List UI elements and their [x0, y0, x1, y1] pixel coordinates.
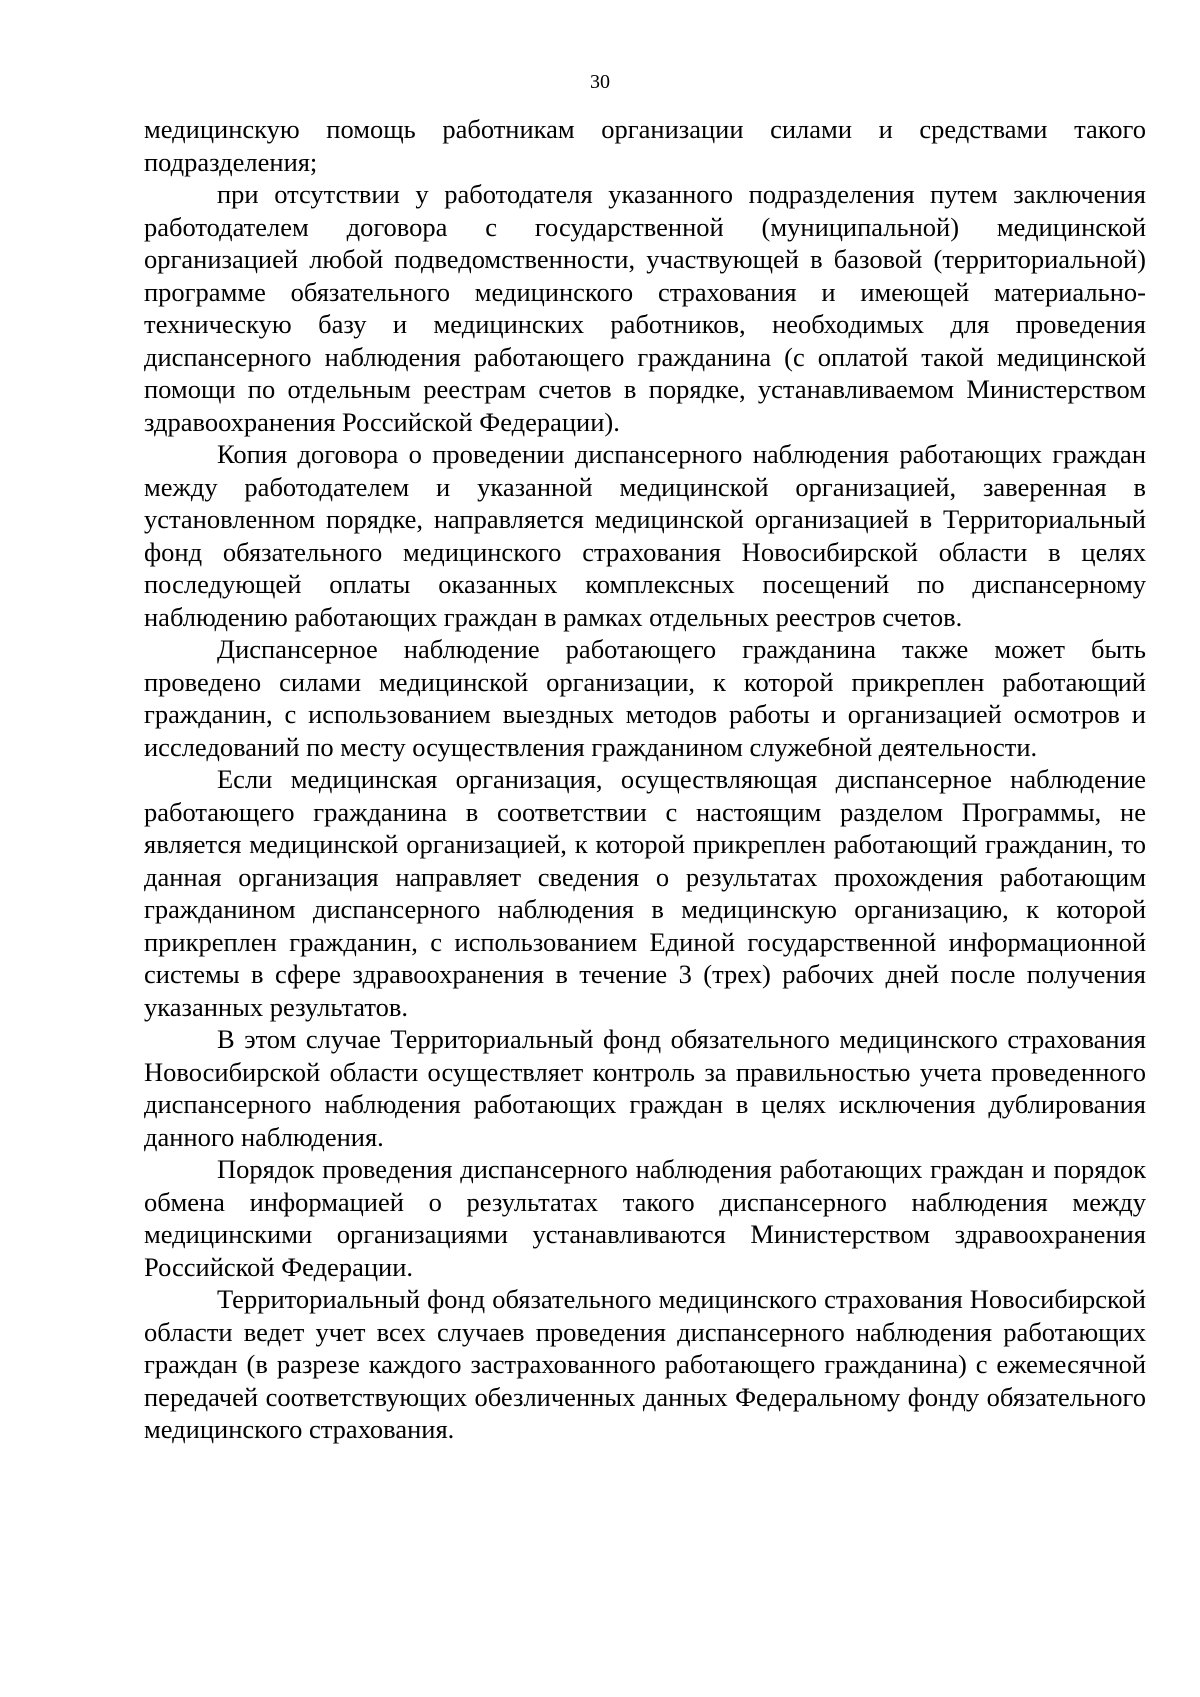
- paragraph-outreach-observation: Диспансерное наблюдение работающего гражданина также может быть проведено силами медицинской организации, к которой прикреплен работающий гражданин, с использованием выездных методов работы и организацией осмотров и исследований по месту осуществления гражданином служебной деятельности.: [144, 634, 1146, 762]
- page-number: 30: [590, 71, 610, 93]
- paragraph-contract-copy: Копия договора о проведении диспансерного наблюдения работающих граждан между работодателем и указанной медицинской организацией, заверенная в установленном порядке, направляется медицинской организацией в Территориальный фонд обязательного медицинского страхования Новосибирской области в целях последующей оплаты оказанных комплексных посещений по диспансерному наблюдению работающих граждан в рамках отдельных реестров счетов.: [144, 439, 1146, 632]
- paragraph-fund-accounting: Территориальный фонд обязательного медицинского страхования Новосибирской области ведет учет всех случаев проведения диспансерного наблюдения работающих граждан (в разрезе каждого застрахованного работающего гражданина) с ежемесячной передачей соответствующих обезличенных данных Федеральному фонду обязательного медицинского страхования.: [144, 1284, 1146, 1444]
- document-body: [144, 113, 1146, 1446]
- paragraph-employer-contract: при отсутствии у работодателя указанного подразделения путем заключения работодателем договора с государственной (муниципальной) медицинской организацией любой подведомственности, участвующей в базовой (территориальной) программе обязательного медицинского страхования и имеющей материально-техническую базу и медицинских работников, необходимых для проведения диспансерного наблюдения работающего гражданина (с оплатой такой медицинской помощи по отдельным реестрам счетов в порядке, устанавливаемом Министерством здравоохранения Российской Федерации).: [144, 179, 1146, 437]
- paragraph-procedure: Порядок проведения диспансерного наблюдения работающих граждан и порядок обмена информацией о результатах такого диспансерного наблюдения между медицинскими организациями устанавливаются Министерством здравоохранения Российской Федерации.: [144, 1154, 1146, 1282]
- paragraph-continuation: медицинскую помощь работникам организации силами и средствами такого подразделения;: [144, 114, 1146, 177]
- paragraph-fund-control: В этом случае Территориальный фонд обязательного медицинского страхования Новосибирской области осуществляет контроль за правильностью учета проведенного диспансерного наблюдения работающих граждан в целях исключения дублирования данного наблюдения.: [144, 1024, 1146, 1152]
- paragraph-results-transfer: Если медицинская организация, осуществляющая диспансерное наблюдение работающего гражданина в соответствии с настоящим разделом Программы, не является медицинской организацией, к которой прикреплен работающий гражданин, то данная организация направляет сведения о результатах прохождения работающим гражданином диспансерного наблюдения в медицинскую организацию, к которой прикреплен гражданин, с использованием Единой государственной информационной системы в сфере здравоохранения в течение 3 (трех) рабочих дней после получения указанных результатов.: [144, 764, 1146, 1022]
